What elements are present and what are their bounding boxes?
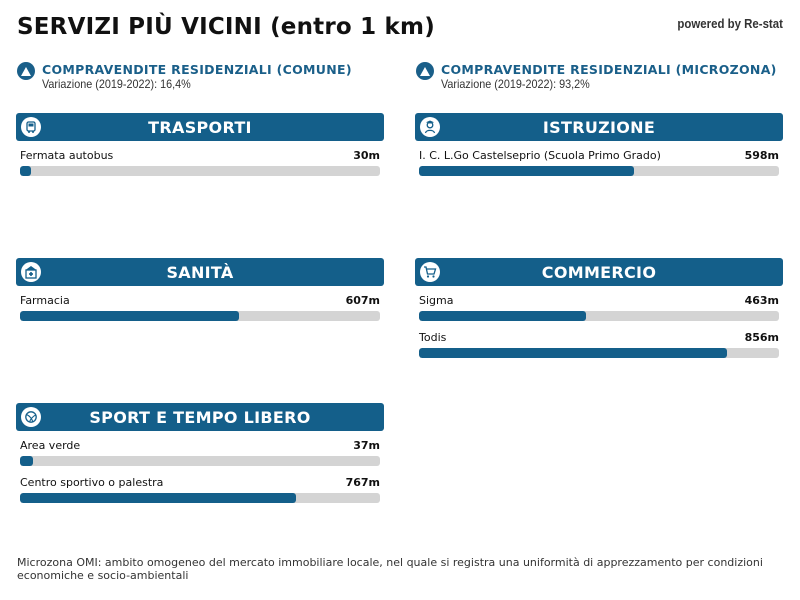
list-item [20,294,380,321]
distance-bar-fill [419,348,727,358]
list-item [20,149,380,176]
distance-bar-fill [20,456,33,466]
section-sport [16,403,384,503]
hospital-icon [21,262,41,282]
section-header [16,403,384,431]
section-title: ISTRUZIONE [542,117,656,137]
item-distance: 607m [345,294,380,307]
stat-microzona-variation: Variazione (2019-2022): 93,2% [441,77,590,91]
distance-bar-fill [20,311,239,321]
list-item [20,476,380,503]
item-distance: 37m [353,439,380,452]
distance-bar [20,166,380,176]
section-title: SPORT E TEMPO LIBERO [89,407,311,427]
section-commercio [415,258,783,358]
item-name: Sigma [419,294,454,307]
bus-icon [21,117,41,137]
list-item [419,331,779,358]
section-title: TRASPORTI [148,117,252,137]
section-header [415,113,783,141]
item-distance: 767m [345,476,380,489]
distance-bar [419,166,779,176]
list-item [419,149,779,176]
powered-by-label: powered by Re-stat [677,16,783,31]
list-item [419,294,779,321]
item-distance: 30m [353,149,380,162]
ball-icon [21,407,41,427]
section-sanita [16,258,384,321]
stat-comune-title: COMPRAVENDITE RESIDENZIALI (COMUNE) [42,62,352,77]
item-distance: 598m [744,149,779,162]
distance-bar-fill [20,493,296,503]
distance-bar [20,456,380,466]
section-title: COMMERCIO [541,262,657,282]
section-istruzione [415,113,783,176]
page-title: SERVIZI PIÙ VICINI (entro 1 km) [17,14,435,40]
item-name: I. C. L.Go Castelseprio (Scuola Primo Grado) [419,149,661,162]
distance-bar [419,311,779,321]
triangle-up-icon [17,62,35,80]
item-distance: 463m [744,294,779,307]
item-distance: 856m [744,331,779,344]
section-trasporti [16,113,384,176]
stat-microzona-title: COMPRAVENDITE RESIDENZIALI (MICROZONA) [441,62,777,77]
distance-bar [20,311,380,321]
cart-icon [420,262,440,282]
student-icon [420,117,440,137]
section-header [415,258,783,286]
item-name: Centro sportivo o palestra [20,476,164,489]
item-name: Todis [419,331,447,344]
footer-note: Microzona OMI: ambito omogeneo del mercato immobiliare locale, nel quale si registra una uniformità di apprezzamento per condizioni economiche e socio-ambientali [17,556,763,582]
stat-comune-variation: Variazione (2019-2022): 16,4% [42,77,191,91]
distance-bar-fill [419,166,634,176]
distance-bar-fill [419,311,586,321]
stat-comune [17,62,352,91]
triangle-up-icon [416,62,434,80]
section-header [16,113,384,141]
stat-microzona [416,62,777,91]
list-item [20,439,380,466]
distance-bar-fill [20,166,31,176]
distance-bar [419,348,779,358]
item-name: Fermata autobus [20,149,114,162]
section-title: SANITÀ [166,262,234,282]
section-header [16,258,384,286]
distance-bar [20,493,380,503]
item-name: Farmacia [20,294,70,307]
item-name: Area verde [20,439,81,452]
